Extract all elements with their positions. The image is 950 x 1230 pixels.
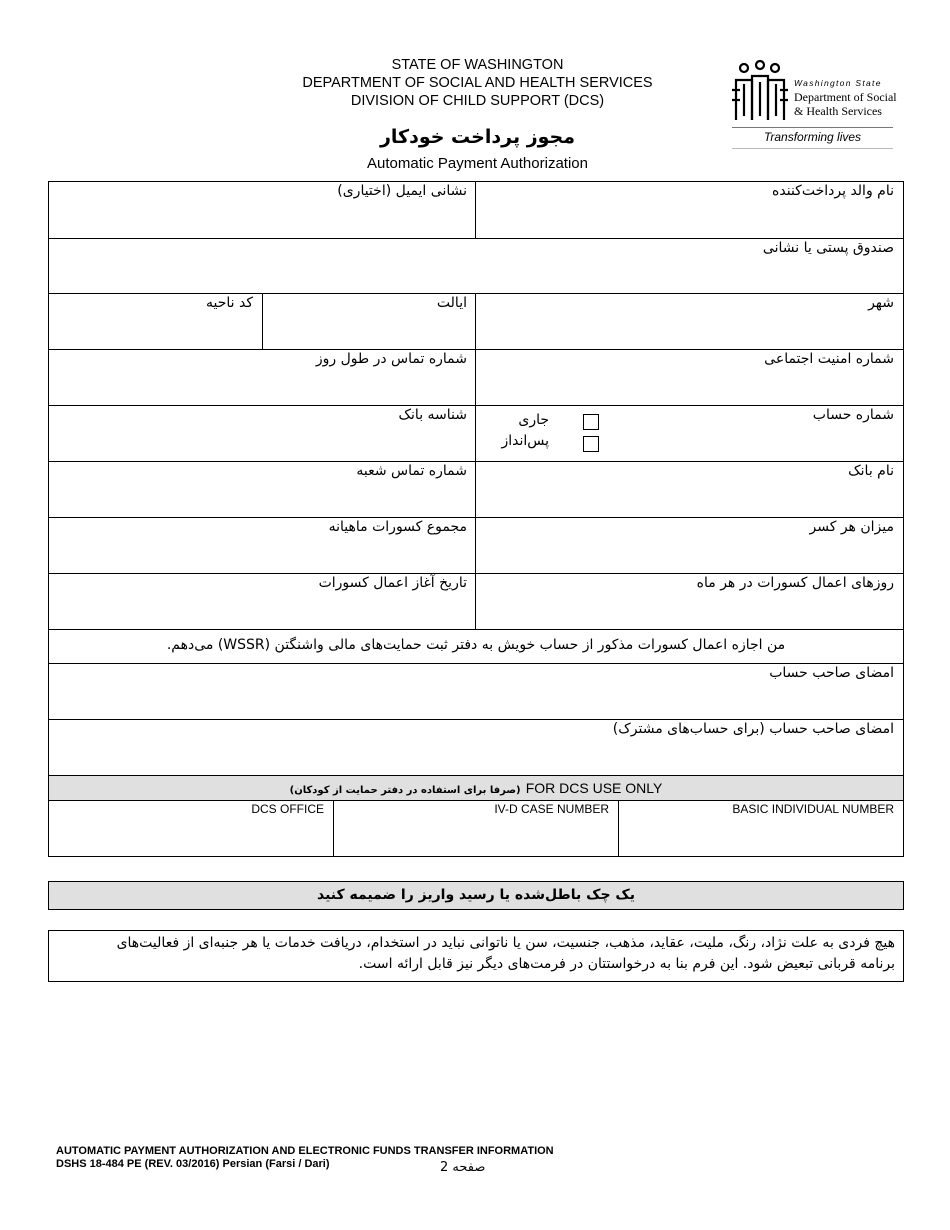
day-phone-field[interactable] bbox=[49, 373, 474, 404]
row-divider bbox=[48, 719, 904, 720]
email-label: نشانی ایمیل (اختیاری) bbox=[337, 183, 467, 199]
dcs-office-field[interactable] bbox=[49, 818, 333, 856]
header-state: STATE OF WASHINGTON bbox=[391, 57, 564, 73]
monthly-total-field[interactable] bbox=[49, 541, 474, 572]
dcs-use-title-english: FOR DCS USE ONLY bbox=[525, 780, 663, 796]
basic-individual-number-label: BASIC INDIVIDUAL NUMBER bbox=[732, 802, 894, 816]
row-divider bbox=[48, 800, 904, 801]
deduction-amount-label: میزان هر کسر bbox=[809, 519, 894, 535]
logo-department-text: Department of Social & Health Services bbox=[794, 90, 897, 118]
authorization-statement: من اجازه اعمال کسورات مذکور از حساب خویش به دفتر ثبت حمایت‌های مالی واشنگتن (WSSR) می‌دهم. bbox=[166, 637, 786, 653]
branch-phone-label: شماره تماس شعبه bbox=[356, 463, 467, 479]
branch-phone-field[interactable] bbox=[49, 485, 474, 516]
deduction-amount-field[interactable] bbox=[476, 541, 903, 572]
bank-name-field[interactable] bbox=[476, 485, 903, 516]
row-divider bbox=[48, 663, 904, 664]
header-division: DIVISION OF CHILD SUPPORT (DCS) bbox=[350, 93, 605, 109]
start-date-label: تاریخ آغاز اعمال کسورات bbox=[318, 575, 467, 591]
row-divider bbox=[48, 461, 904, 462]
savings-checkbox[interactable] bbox=[583, 436, 599, 452]
dcs-office-label: DCS OFFICE bbox=[251, 802, 324, 816]
row-divider bbox=[48, 629, 904, 630]
checking-checkbox[interactable] bbox=[583, 414, 599, 430]
nondiscrimination-line1: هیچ فردی به علت نژاد، رنگ، ملیت، عقاید، مذهب، جنسیت، سن یا ناتوانی نباید در استخدام، دریافت خدمات یا هر جنبه‌ای از فعالیت‌های bbox=[116, 935, 895, 951]
attach-check-note: یک چک باطل‌شده یا رسید واریز را ضمیمه کنید bbox=[48, 881, 904, 910]
state-label: ایالت bbox=[436, 295, 467, 311]
holder-signature-label: امضای صاحب حساب bbox=[769, 665, 894, 681]
form-title-english: Automatic Payment Authorization bbox=[367, 155, 588, 172]
bank-id-field[interactable] bbox=[49, 429, 474, 460]
ssn-field[interactable] bbox=[476, 373, 903, 404]
city-label: شهر bbox=[868, 295, 894, 311]
nondiscrimination-box bbox=[48, 930, 904, 982]
nondiscrimination-line2: برنامه قربانی تبعیض شود. این فرم بنا به درخواستتان در فرمت‌های دیگر نیز قابل ارائه است. bbox=[358, 956, 895, 972]
start-date-field[interactable] bbox=[49, 597, 474, 628]
dshs-logo-icon bbox=[730, 60, 790, 122]
footer-form-title: AUTOMATIC PAYMENT AUTHORIZATION AND ELECTRONIC FUNDS TRANSFER INFORMATION bbox=[56, 1145, 554, 1157]
zip-field[interactable] bbox=[49, 317, 261, 348]
parent-name-label: نام والد پرداخت‌کننده bbox=[772, 183, 894, 199]
day-phone-label: شماره تماس در طول روز bbox=[315, 351, 467, 367]
zip-label: کد ناحیه bbox=[205, 295, 253, 311]
case-number-field[interactable] bbox=[334, 818, 618, 856]
account-number-label: شماره حساب bbox=[812, 407, 894, 423]
joint-signature-label: امضای صاحب حساب (برای حساب‌های مشترک) bbox=[612, 721, 894, 737]
row-divider bbox=[48, 517, 904, 518]
row-divider bbox=[48, 293, 904, 294]
parent-name-field[interactable] bbox=[476, 205, 903, 237]
row-divider bbox=[48, 405, 904, 406]
dcs-use-header bbox=[49, 776, 903, 800]
dcs-use-title-persian: (صرفا برای استفاده در دفتر حمایت از کودکان) bbox=[289, 785, 521, 796]
account-number-field[interactable] bbox=[610, 429, 903, 460]
bank-id-label: شناسه بانک bbox=[398, 407, 467, 423]
case-number-label: IV-D CASE NUMBER bbox=[494, 802, 609, 816]
header-department: DEPARTMENT OF SOCIAL AND HEALTH SERVICES bbox=[302, 75, 653, 91]
deduction-days-label: روزهای اعمال کسورات در هر ماه bbox=[696, 575, 894, 591]
logo-divider bbox=[732, 127, 893, 128]
joint-signature-field[interactable] bbox=[49, 743, 903, 774]
monthly-total-label: مجموع کسورات ماهیانه bbox=[328, 519, 467, 535]
row-divider bbox=[48, 349, 904, 350]
bank-name-label: نام بانک bbox=[848, 463, 894, 479]
row-divider bbox=[48, 573, 904, 574]
logo-divider-bottom bbox=[732, 148, 893, 149]
email-field[interactable] bbox=[49, 205, 474, 237]
address-field[interactable] bbox=[49, 262, 903, 292]
state-field[interactable] bbox=[263, 317, 474, 348]
deduction-days-field[interactable] bbox=[476, 597, 903, 628]
row-divider bbox=[48, 238, 904, 239]
ssn-label: شماره امنیت اجتماعی bbox=[764, 351, 894, 367]
page-number: صفحه 2 bbox=[440, 1160, 486, 1175]
city-field[interactable] bbox=[476, 317, 903, 348]
form-title-persian: مجوز پرداخت خودکار bbox=[379, 126, 576, 148]
holder-signature-field[interactable] bbox=[49, 687, 903, 718]
savings-label: پس‌انداز bbox=[501, 433, 549, 449]
logo-state-text: Washington State bbox=[794, 78, 882, 88]
footer-form-number: DSHS 18-484 PE (REV. 03/2016) Persian (Farsi / Dari) bbox=[56, 1158, 330, 1170]
address-label: صندوق پستی یا نشانی bbox=[762, 240, 894, 256]
basic-individual-number-field[interactable] bbox=[619, 818, 903, 856]
logo-tagline: Transforming lives bbox=[763, 130, 862, 144]
checking-label: جاری bbox=[518, 412, 549, 428]
